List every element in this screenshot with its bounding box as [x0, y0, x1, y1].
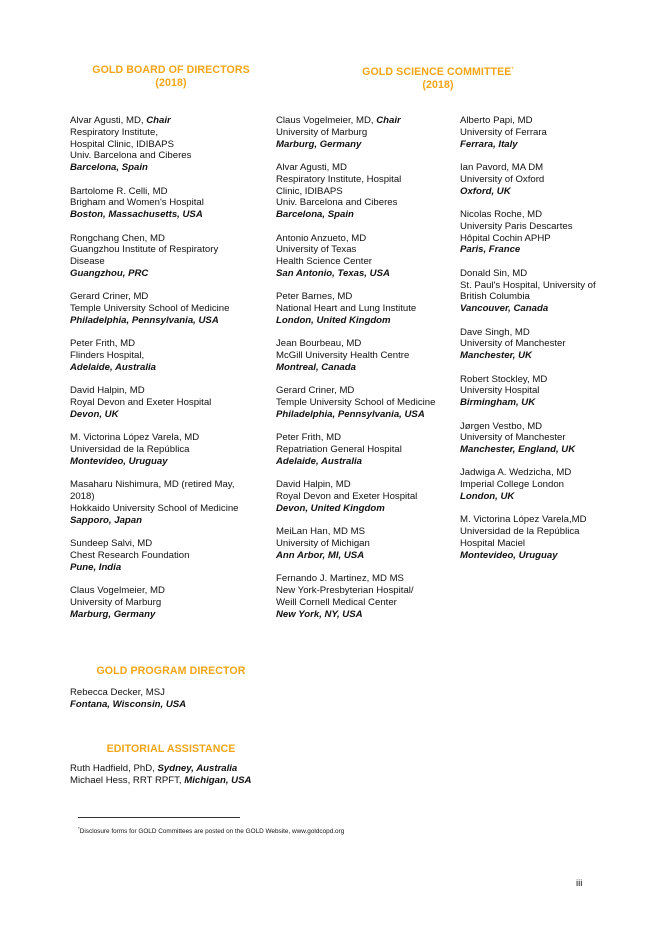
- member-affiliation: University Paris Descartes: [460, 220, 573, 232]
- member-entry: [460, 209, 640, 256]
- member-name-line: [70, 186, 270, 198]
- footnote-text: Disclosure forms for GOLD Committees are posted on the GOLD Website, www.goldcopd.org: [79, 828, 345, 835]
- member-affiliation: New York-Presbyterian Hospital/: [276, 585, 414, 597]
- member-location: Birmingham, UK: [460, 397, 536, 409]
- program-director-location: Fontana, Wisconsin, USA: [70, 698, 187, 710]
- member-location: San Antonio, Texas, USA: [276, 267, 390, 279]
- member-affiliation: Hokkaido University School of Medicine: [70, 502, 239, 514]
- member-location: London, UK: [460, 491, 515, 503]
- editorial-heading: EDITORIAL ASSISTANCE: [106, 743, 236, 755]
- member-location: Philadelphia, Pennsylvania, USA: [276, 408, 425, 420]
- science-title-line: [328, 64, 548, 79]
- science-title-mark: *: [511, 67, 514, 73]
- member-name-line: [460, 162, 640, 174]
- member-entry: [460, 467, 640, 502]
- member-name-line: [70, 585, 270, 597]
- science-members-column-1: [276, 115, 456, 632]
- member-name-line: [460, 268, 640, 280]
- member-entry: [70, 432, 270, 467]
- member-location: Montevideo, Uruguay: [460, 549, 558, 561]
- member-affiliation: Respiratory Institute,: [70, 126, 158, 138]
- editorial-block: [70, 763, 330, 787]
- member-entry: [276, 115, 456, 150]
- editorial-row-1: [70, 763, 330, 775]
- member-affiliation: 2018): [70, 491, 95, 503]
- member-name: Nicolas Roche, MD: [460, 208, 543, 220]
- member-name: David Halpin, MD: [70, 385, 145, 397]
- editorial-location-1: Sydney, Australia: [157, 763, 238, 774]
- member-name-line: [460, 209, 640, 221]
- member-name: Rongchang Chen, MD: [70, 232, 165, 244]
- member-location: New York, NY, USA: [276, 608, 363, 620]
- member-name: Jørgen Vestbo, MD: [460, 420, 543, 432]
- member-affiliation: University of Marburg: [276, 126, 368, 138]
- member-entry: [460, 421, 640, 456]
- member-location: Devon, UK: [70, 408, 119, 420]
- member-role: Chair: [146, 115, 171, 126]
- footnote-mark: *: [78, 826, 80, 831]
- science-title: GOLD SCIENCE COMMITTEE: [362, 66, 512, 78]
- member-entry: [276, 162, 456, 221]
- member-location: Manchester, UK: [460, 350, 532, 362]
- footnote: [78, 825, 344, 836]
- member-name: Gerard Criner, MD: [70, 291, 149, 303]
- member-affiliation: Universidad de la República: [460, 526, 580, 538]
- member-name: Jadwiga A. Wedzicha, MD: [460, 467, 572, 479]
- member-affiliation: Respiratory Institute, Hospital: [276, 173, 402, 185]
- member-entry: [70, 479, 270, 526]
- member-affiliation: Repatriation General Hospital: [276, 444, 402, 456]
- member-entry: [70, 291, 270, 326]
- member-name: Sundeep Salvi, MD: [70, 538, 153, 550]
- footnote-divider: [78, 817, 240, 818]
- member-entry: [460, 162, 640, 197]
- member-name-line: [70, 385, 270, 397]
- member-affiliation: University of Manchester: [460, 432, 566, 444]
- member-affiliation: University of Manchester: [460, 338, 566, 350]
- member-location: Vancouver, Canada: [460, 303, 549, 315]
- member-name-line: [276, 432, 456, 444]
- member-affiliation: St. Paul's Hospital, University of: [460, 279, 596, 291]
- member-entry: [460, 327, 640, 362]
- science-members-column-2: [460, 115, 640, 573]
- member-location: Montevideo, Uruguay: [70, 455, 168, 467]
- science-year: (2018): [422, 78, 454, 91]
- member-name: Bartolome R. Celli, MD: [70, 185, 168, 197]
- member-location: London, United Kingdom: [276, 314, 391, 326]
- member-name-line: [276, 573, 456, 585]
- member-location: Pune, India: [70, 561, 122, 573]
- member-name-line: [276, 338, 456, 350]
- member-name: Fernando J. Martinez, MD MS: [276, 573, 404, 585]
- member-entry: [276, 338, 456, 373]
- member-affiliation: Health Science Center: [276, 256, 372, 268]
- science-heading: [328, 64, 548, 91]
- member-role: Chair: [376, 115, 401, 126]
- member-affiliation: Flinders Hospital,: [70, 350, 145, 362]
- member-entry: [70, 585, 270, 620]
- member-entry: [70, 115, 270, 174]
- member-location: Marburg, Germany: [276, 138, 362, 150]
- member-name: Claus Vogelmeier, MD: [70, 585, 165, 597]
- member-entry: [460, 374, 640, 409]
- member-location: Montreal, Canada: [276, 361, 356, 373]
- member-name: David Halpin, MD: [276, 479, 351, 491]
- member-name: Claus Vogelmeier, MD,: [276, 115, 377, 126]
- member-affiliation: Hôpital Cochin APHP: [460, 232, 551, 244]
- member-affiliation: Temple University School of Medicine: [276, 397, 436, 409]
- member-location: Boston, Massachusetts, USA: [70, 209, 203, 221]
- member-location: Barcelona, Spain: [276, 209, 354, 221]
- board-title: GOLD BOARD OF DIRECTORS: [92, 64, 250, 76]
- board-heading: [66, 64, 276, 89]
- member-entry: [276, 291, 456, 326]
- member-affiliation: Royal Devon and Exeter Hospital: [276, 491, 418, 503]
- member-name-line: [276, 479, 456, 491]
- member-name-line: [70, 338, 270, 350]
- member-entry: [70, 186, 270, 221]
- member-affiliation: University of Oxford: [460, 173, 545, 185]
- member-location: Adelaide, Australia: [276, 455, 363, 467]
- member-affiliation: Univ. Barcelona and Ciberes: [70, 150, 192, 162]
- member-name: Peter Frith, MD: [276, 432, 342, 444]
- member-name: Antonio Anzueto, MD: [276, 232, 367, 244]
- member-name: Gerard Criner, MD: [276, 385, 355, 397]
- member-location: Ann Arbor, MI, USA: [276, 549, 365, 561]
- editorial-row-2: [70, 775, 330, 787]
- program-director-heading: GOLD PROGRAM DIRECTOR: [96, 665, 246, 677]
- member-location: Guangzhou, PRC: [70, 267, 149, 279]
- member-name: Masaharu Nishimura, MD (retired May,: [70, 479, 235, 491]
- board-year: (2018): [155, 76, 187, 89]
- member-affiliation: University of Ferrara: [460, 126, 547, 138]
- member-name: Peter Frith, MD: [70, 338, 136, 350]
- member-name-line: [460, 421, 640, 433]
- member-location: Paris, France: [460, 244, 521, 256]
- member-name-line: [70, 432, 270, 444]
- member-affiliation: Hospital Maciel: [460, 538, 526, 550]
- member-name-line: [460, 514, 640, 526]
- member-affiliation: Chest Research Foundation: [70, 549, 190, 561]
- member-affiliation: Universidad de la República: [70, 444, 190, 456]
- member-entry: [276, 479, 456, 514]
- member-name: Peter Barnes, MD: [276, 291, 353, 303]
- member-location: Oxford, UK: [460, 185, 511, 197]
- member-affiliation: Guangzhou Institute of Respiratory: [70, 244, 219, 256]
- member-affiliation: British Columbia: [460, 291, 530, 303]
- member-location: Marburg, Germany: [70, 608, 156, 620]
- member-entry: [276, 385, 456, 420]
- member-name-line: [460, 327, 640, 339]
- editorial-name-1: Ruth Hadfield, PhD,: [70, 763, 158, 774]
- member-name-line: [276, 385, 456, 397]
- member-affiliation: Univ. Barcelona and Ciberes: [276, 197, 398, 209]
- member-name-line: [460, 374, 640, 386]
- member-location: Barcelona, Spain: [70, 162, 148, 174]
- member-name: Donald Sin, MD: [460, 267, 528, 279]
- member-name-line: [276, 233, 456, 245]
- member-name-line: [460, 467, 640, 479]
- member-affiliation: Weill Cornell Medical Center: [276, 596, 397, 608]
- member-affiliation: University of Michigan: [276, 538, 370, 550]
- member-name-line: [70, 538, 270, 550]
- program-director-name: Rebecca Decker, MSJ: [70, 687, 165, 698]
- member-affiliation: Royal Devon and Exeter Hospital: [70, 397, 212, 409]
- member-affiliation: Hospital Clinic, IDIBAPS: [70, 138, 174, 150]
- member-affiliation: Disease: [70, 256, 105, 268]
- member-name-line: [460, 115, 640, 127]
- member-entry: [460, 268, 640, 315]
- member-name: MeiLan Han, MD MS: [276, 526, 366, 538]
- member-location: Philadelphia, Pennsylvania, USA: [70, 314, 219, 326]
- member-affiliation: University of Marburg: [70, 596, 162, 608]
- member-entry: [460, 514, 640, 561]
- member-entry: [276, 573, 456, 620]
- member-affiliation: Imperial College London: [460, 479, 564, 491]
- member-name: M. Victorina López Varela, MD: [70, 432, 200, 444]
- member-name: Jean Bourbeau, MD: [276, 338, 362, 350]
- member-name: Alvar Agusti, MD: [276, 161, 347, 173]
- member-entry: [70, 385, 270, 420]
- board-members-column: [70, 115, 270, 632]
- member-entry: [70, 538, 270, 573]
- member-name-line: [276, 162, 456, 174]
- member-affiliation: Clinic, IDIBAPS: [276, 185, 343, 197]
- member-location: Sapporo, Japan: [70, 514, 142, 526]
- member-name: Alberto Papi, MD: [460, 115, 533, 126]
- program-director-block: [70, 687, 290, 711]
- member-name: Dave Singh, MD: [460, 326, 530, 338]
- member-entry: [460, 115, 640, 150]
- member-name: Robert Stockley, MD: [460, 373, 548, 385]
- member-affiliation: Temple University School of Medicine: [70, 303, 230, 315]
- member-entry: [276, 432, 456, 467]
- member-name-line: [276, 291, 456, 303]
- member-name-line: [276, 526, 456, 538]
- member-entry: [276, 526, 456, 561]
- member-location: Ferrara, Italy: [460, 138, 518, 150]
- member-name: Alvar Agusti, MD,: [70, 115, 147, 126]
- member-affiliation: University Hospital: [460, 385, 540, 397]
- member-affiliation: National Heart and Lung Institute: [276, 303, 417, 315]
- member-affiliation: McGill University Health Centre: [276, 350, 410, 362]
- member-location: Adelaide, Australia: [70, 361, 157, 373]
- member-name: M. Victorina López Varela,MD: [460, 514, 587, 526]
- member-name-line: [70, 291, 270, 303]
- member-entry: [70, 338, 270, 373]
- editorial-name-2: Michael Hess, RRT RPFT,: [70, 774, 185, 786]
- member-entry: [276, 233, 456, 280]
- member-location: Manchester, England, UK: [460, 444, 576, 456]
- page-number: iii: [576, 878, 583, 889]
- member-name-line: [70, 479, 270, 491]
- member-location: Devon, United Kingdom: [276, 502, 385, 514]
- member-name-line: [70, 233, 270, 245]
- member-affiliation: Brigham and Women's Hospital: [70, 197, 204, 209]
- member-name-line: [70, 115, 270, 127]
- member-name: Ian Pavord, MA DM: [460, 161, 544, 173]
- editorial-location-2: Michigan, USA: [184, 774, 252, 786]
- member-name-line: [276, 115, 456, 127]
- member-entry: [70, 233, 270, 280]
- member-affiliation: University of Texas: [276, 244, 357, 256]
